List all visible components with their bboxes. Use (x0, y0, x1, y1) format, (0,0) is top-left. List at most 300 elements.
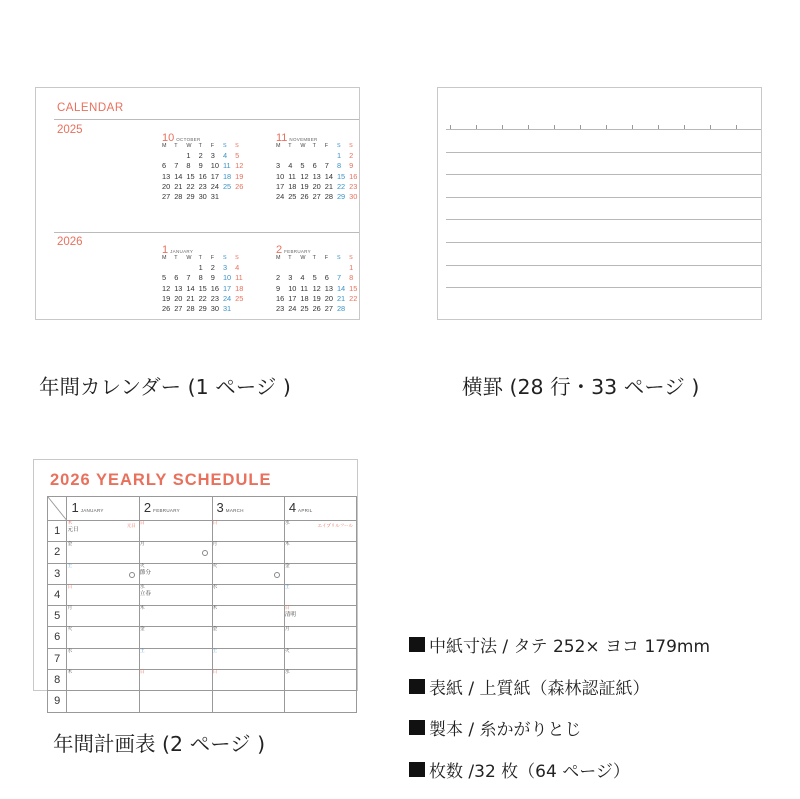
weekday-mark: 土 (139, 648, 145, 654)
weekday-label: T (198, 143, 202, 149)
holiday-label: エイプリルフール (317, 523, 353, 528)
month-header (276, 240, 386, 254)
calendar-day: 22 (336, 181, 346, 191)
calendar-day (235, 193, 247, 202)
ruled-line (446, 174, 761, 175)
calendar-day: 23 (349, 181, 358, 191)
calendar-day: 25 (222, 181, 232, 191)
square-bullet-icon (409, 679, 425, 694)
calendar-day (186, 264, 198, 273)
calendar-day: 13 (312, 171, 321, 181)
calendar-day: 1 (349, 263, 354, 273)
weekday-label: S (235, 143, 239, 149)
schedule-cell (284, 648, 356, 669)
calendar-day: 11 (288, 171, 296, 181)
calendar-day: 14 (336, 283, 346, 293)
yearly-header-row (48, 497, 357, 521)
calendar-day: 3 (210, 151, 215, 161)
ruled-tick (658, 125, 659, 129)
calendar-day: 15 (349, 283, 358, 293)
calendar-day: 15 (186, 171, 195, 181)
calendar-day: 2 (210, 263, 215, 273)
weekday-mark: 金 (212, 627, 218, 633)
year-label: 2025 (57, 124, 83, 136)
schedule-cell (139, 670, 212, 691)
schedule-cell (67, 521, 139, 542)
weekday-label: T (312, 143, 316, 149)
calendar-day: 5 (162, 273, 167, 283)
schedule-cell (139, 584, 212, 605)
square-bullet-icon (409, 720, 425, 735)
calendar-day: 5 (235, 151, 240, 161)
calendar-day: 7 (336, 273, 342, 283)
calendar-day: 20 (162, 181, 171, 191)
calendar-day (300, 152, 312, 161)
weekday-label: S (336, 143, 341, 149)
spec-item (409, 749, 710, 791)
calendar-day (235, 305, 247, 314)
calendar-day (349, 305, 361, 314)
month-number: 1 (162, 244, 169, 256)
ruled-tick (502, 125, 503, 129)
schedule-cell (139, 627, 212, 648)
day-number: 4 (48, 584, 67, 605)
weekday-label: F (210, 143, 215, 149)
weekday-mark: 月 (212, 542, 218, 548)
moon-phase-icon (202, 550, 208, 556)
weekday-mark: 木 (67, 521, 73, 526)
calendar-day: 6 (174, 273, 179, 283)
schedule-cell (67, 563, 139, 584)
holiday-label: 元日 (126, 523, 136, 528)
weekday-mark: 火 (67, 627, 73, 633)
day-number: 9 (48, 691, 67, 712)
calendar-day: 3 (276, 161, 281, 171)
day-number: 5 (48, 606, 67, 627)
spec-item (409, 624, 710, 666)
calendar-day: 30 (210, 303, 219, 313)
schedule-cell (212, 627, 284, 648)
calendar-day: 16 (349, 171, 358, 181)
weekday-mark: 火 (284, 648, 290, 654)
weekday-mark: 日 (139, 670, 145, 676)
calendar-day: 29 (198, 303, 207, 313)
spec-text: 枚数 /32 枚（64 ページ） (429, 761, 630, 782)
calendar-day (313, 152, 325, 161)
schedule-cell (139, 542, 212, 563)
calendar-day: 8 (198, 273, 203, 283)
calendar-day: 5 (300, 161, 305, 171)
calendar-day: 2 (349, 151, 354, 161)
weekday-mark: 水 (212, 584, 218, 590)
weekday-mark: 月 (284, 627, 290, 633)
month-number: 2 (143, 500, 152, 515)
divider (54, 232, 359, 233)
spec-item (409, 666, 710, 708)
moon-phase-icon (129, 572, 135, 578)
weekday-label: W (300, 255, 306, 261)
calendar-day: 10 (222, 273, 232, 283)
weekday-label: M (276, 255, 281, 261)
calendar-day: 5 (312, 273, 317, 283)
ruled-page-preview (437, 87, 762, 320)
schedule-cell (284, 542, 356, 563)
calendar-day: 10 (288, 283, 297, 293)
schedule-cell (67, 627, 139, 648)
calendar-day: 17 (288, 293, 297, 303)
weekday-label: T (312, 255, 316, 261)
calendar-day: 15 (198, 283, 207, 293)
schedule-cell (139, 521, 212, 542)
calendar-day: 19 (312, 293, 321, 303)
calendar-day (276, 152, 288, 161)
month-name: JANUARY (80, 508, 104, 513)
calendar-caption: 年間カレンダー (1 ページ ) (39, 375, 291, 399)
calendar-day (276, 264, 288, 273)
schedule-cell (67, 542, 139, 563)
weekday-label: S (222, 255, 227, 261)
weekday-label: W (186, 255, 192, 261)
calendar-day: 22 (198, 293, 207, 303)
schedule-cell (67, 606, 139, 627)
weekday-mark: 火 (212, 563, 218, 569)
weekday-label: T (288, 255, 292, 261)
weekday-mark: 木 (284, 542, 290, 548)
spec-text: 表紙 / 上質紙（森林認証紙） (429, 678, 650, 699)
calendar-day: 9 (276, 283, 281, 293)
day-number: 8 (48, 670, 67, 691)
calendar-day: 18 (300, 293, 309, 303)
calendar-day: 21 (174, 181, 183, 191)
weekday-label: T (174, 255, 178, 261)
calendar-day: 20 (174, 293, 183, 303)
day-number: 2 (48, 542, 67, 563)
weekday-label: W (300, 143, 306, 149)
month-header (162, 128, 272, 142)
weekday-label: M (162, 255, 167, 261)
calendar-day: 24 (210, 181, 219, 191)
month-grid (162, 254, 272, 314)
month-block (276, 128, 386, 202)
calendar-day: 9 (210, 273, 215, 283)
schedule-cell (212, 584, 284, 605)
weekday-label: S (349, 143, 353, 149)
schedule-cell (284, 670, 356, 691)
month-name: JANUARY (170, 249, 194, 254)
weekday-mark: 木 (212, 606, 218, 612)
weekday-mark: 金 (139, 627, 145, 633)
table-row (48, 542, 357, 563)
calendar-day: 7 (174, 161, 179, 171)
calendar-day: 31 (210, 191, 219, 201)
schedule-cell (284, 584, 356, 605)
month-column-header (284, 497, 356, 521)
calendar-day: 1 (198, 263, 203, 273)
schedule-cell (139, 691, 212, 712)
weekday-label: F (324, 143, 329, 149)
ruled-line (446, 129, 761, 130)
table-row (48, 606, 357, 627)
schedule-cell (212, 670, 284, 691)
calendar-day: 8 (186, 161, 191, 171)
calendar-day: 9 (349, 161, 354, 171)
ruled-tick (528, 125, 529, 129)
schedule-cell (212, 521, 284, 542)
schedule-cell (67, 691, 139, 712)
calendar-day: 16 (198, 171, 207, 181)
calendar-day: 6 (324, 273, 329, 283)
weekday-label: T (198, 255, 202, 261)
weekday-mark: 土 (284, 584, 290, 590)
calendar-day: 22 (186, 181, 195, 191)
day-number: 3 (48, 563, 67, 584)
calendar-day: 6 (312, 161, 317, 171)
month-column-header (212, 497, 284, 521)
schedule-cell (139, 563, 212, 584)
ruled-line (446, 219, 761, 220)
schedule-cell (212, 563, 284, 584)
schedule-cell (139, 606, 212, 627)
calendar-day (174, 152, 186, 161)
ruled-line (446, 242, 761, 243)
calendar-day: 4 (222, 151, 228, 161)
weekday-mark: 日 (67, 584, 73, 590)
weekday-label: S (222, 143, 227, 149)
weekday-label: T (174, 143, 178, 149)
month-block (276, 240, 386, 314)
ruled-tick (684, 125, 685, 129)
calendar-day: 25 (235, 293, 244, 303)
divider (54, 119, 359, 120)
square-bullet-icon (409, 637, 425, 652)
month-grid (276, 254, 386, 314)
calendar-day (300, 264, 312, 273)
calendar-day: 12 (162, 283, 171, 293)
month-name: OCTOBER (176, 137, 201, 142)
ruled-tick (580, 125, 581, 129)
spec-text: 製本 / 糸かがりとじ (429, 720, 582, 741)
weekday-mark: 日 (139, 521, 145, 526)
calendar-title: CALENDAR (57, 102, 124, 114)
calendar-day (313, 264, 325, 273)
month-number: 10 (162, 132, 175, 144)
month-number: 2 (276, 244, 283, 256)
calendar-day: 11 (235, 273, 243, 283)
calendar-day: 28 (324, 191, 333, 201)
calendar-day: 25 (288, 191, 297, 201)
calendar-day: 21 (324, 181, 333, 191)
calendar-day: 3 (222, 263, 228, 273)
weekday-mark: 水 (139, 584, 145, 590)
ruled-line (446, 287, 761, 288)
schedule-cell (284, 521, 356, 542)
calendar-day: 17 (276, 181, 285, 191)
calendar-day: 29 (336, 191, 346, 201)
calendar-day: 23 (210, 293, 219, 303)
day-number: 7 (48, 648, 67, 669)
weekday-mark: 日 (212, 670, 218, 676)
cell-note: 清明 (284, 612, 296, 619)
weekday-mark: 月 (139, 542, 145, 548)
calendar-day: 24 (222, 293, 232, 303)
weekday-label: M (276, 143, 281, 149)
spec-list (409, 624, 710, 790)
month-number: 1 (71, 500, 79, 515)
calendar-day: 4 (235, 263, 240, 273)
calendar-day (288, 264, 300, 273)
calendar-day: 27 (312, 191, 321, 201)
weekday-mark: 木 (67, 670, 73, 676)
calendar-day: 24 (288, 303, 297, 313)
schedule-cell (212, 606, 284, 627)
month-number: 3 (216, 500, 224, 515)
month-name: MARCH (225, 508, 244, 513)
calendar-day: 14 (324, 171, 333, 181)
weekday-label: S (336, 255, 341, 261)
calendar-day (162, 152, 174, 161)
month-header (276, 128, 386, 142)
calendar-day: 20 (312, 181, 321, 191)
calendar-day: 7 (324, 161, 329, 171)
table-row (48, 627, 357, 648)
calendar-day (337, 264, 349, 273)
month-grid (276, 142, 386, 202)
day-number: 6 (48, 627, 67, 648)
weekday-label: F (210, 255, 215, 261)
weekday-mark: 木 (139, 606, 145, 612)
calendar-day: 7 (186, 273, 191, 283)
calendar-day: 14 (186, 283, 195, 293)
schedule-cell (67, 670, 139, 691)
calendar-day: 18 (288, 181, 297, 191)
weekday-mark: 水 (284, 521, 290, 526)
calendar-day: 28 (186, 303, 195, 313)
calendar-day: 25 (300, 303, 309, 313)
month-block (162, 240, 272, 314)
table-row (48, 670, 357, 691)
calendar-day (288, 152, 300, 161)
calendar-day (325, 264, 337, 273)
calendar-day: 9 (198, 161, 203, 171)
calendar-day: 11 (300, 283, 309, 293)
ruled-tick (450, 125, 451, 129)
calendar-day: 30 (349, 191, 358, 201)
calendar-day: 26 (300, 191, 309, 201)
calendar-day (174, 264, 186, 273)
calendar-day: 28 (174, 191, 183, 201)
year-label: 2026 (57, 236, 83, 248)
calendar-day: 22 (349, 293, 358, 303)
calendar-day: 21 (336, 293, 346, 303)
calendar-day: 21 (186, 293, 195, 303)
ruled-line (446, 197, 761, 198)
yearly-table (47, 496, 357, 713)
schedule-cell (212, 691, 284, 712)
calendar-day (223, 193, 235, 202)
weekday-mark: 水 (284, 670, 290, 676)
weekday-mark: 火 (139, 563, 145, 569)
month-header (162, 240, 272, 254)
schedule-cell (284, 563, 356, 584)
calendar-day: 14 (174, 171, 183, 181)
weekday-mark: 金 (67, 542, 73, 548)
schedule-cell (284, 606, 356, 627)
ruled-tick (554, 125, 555, 129)
calendar-day: 28 (336, 303, 346, 313)
ruled-caption: 横罫 (28 行・33 ページ ) (462, 375, 700, 399)
calendar-day: 29 (186, 191, 195, 201)
weekday-label: W (186, 143, 192, 149)
schedule-cell (67, 584, 139, 605)
weekday-mark: 土 (67, 563, 73, 569)
yearly-title: 2026 YEARLY SCHEDULE (50, 471, 272, 489)
calendar-day: 27 (174, 303, 183, 313)
table-row (48, 521, 357, 542)
month-name: FEBRUARY (284, 249, 311, 254)
ruled-tick (632, 125, 633, 129)
month-name: NOVEMBER (289, 137, 318, 142)
yearly-body (48, 521, 357, 713)
calendar-day: 18 (235, 283, 244, 293)
calendar-day: 30 (198, 191, 207, 201)
schedule-cell (284, 627, 356, 648)
ruled-tick (476, 125, 477, 129)
spec-text: 中紙寸法 / タテ 252× ヨコ 179mm (429, 637, 711, 658)
schedule-cell (139, 648, 212, 669)
weekday-mark: 日 (284, 606, 290, 612)
calendar-day: 23 (276, 303, 285, 313)
cell-note: 立春 (139, 590, 151, 597)
calendar-day: 27 (324, 303, 333, 313)
weekday-mark: 月 (67, 606, 73, 612)
calendar-day: 20 (324, 293, 333, 303)
weekday-label: T (288, 143, 292, 149)
weekday-label: F (324, 255, 329, 261)
calendar-day: 10 (276, 171, 285, 181)
month-block (162, 128, 272, 202)
weekday-mark: 水 (67, 648, 73, 654)
calendar-day: 17 (222, 283, 232, 293)
month-name: FEBRUARY (153, 508, 180, 513)
calendar-day: 12 (312, 283, 321, 293)
calendar-day: 19 (235, 171, 244, 181)
ruled-line (446, 152, 761, 153)
calendar-day: 13 (174, 283, 183, 293)
weekday-mark: 金 (284, 563, 290, 569)
calendar-day: 19 (300, 181, 309, 191)
moon-phase-icon (274, 572, 280, 578)
calendar-day: 26 (312, 303, 321, 313)
ruled-tick (606, 125, 607, 129)
calendar-day: 1 (336, 151, 342, 161)
calendar-page-preview (35, 87, 360, 320)
weekday-mark: 日 (212, 521, 218, 526)
calendar-day: 13 (162, 171, 171, 181)
calendar-day: 27 (162, 191, 171, 201)
square-bullet-icon (409, 762, 425, 777)
calendar-day: 16 (276, 293, 285, 303)
month-grid (162, 142, 272, 202)
yearly-caption: 年間計画表 (2 ページ ) (53, 732, 266, 756)
calendar-day: 3 (288, 273, 293, 283)
calendar-day: 12 (300, 171, 309, 181)
calendar-day: 11 (222, 161, 231, 171)
table-corner (48, 497, 67, 521)
ruled-tick (710, 125, 711, 129)
month-column-header (139, 497, 212, 521)
cell-note: 元日 (67, 527, 79, 533)
table-row (48, 563, 357, 584)
